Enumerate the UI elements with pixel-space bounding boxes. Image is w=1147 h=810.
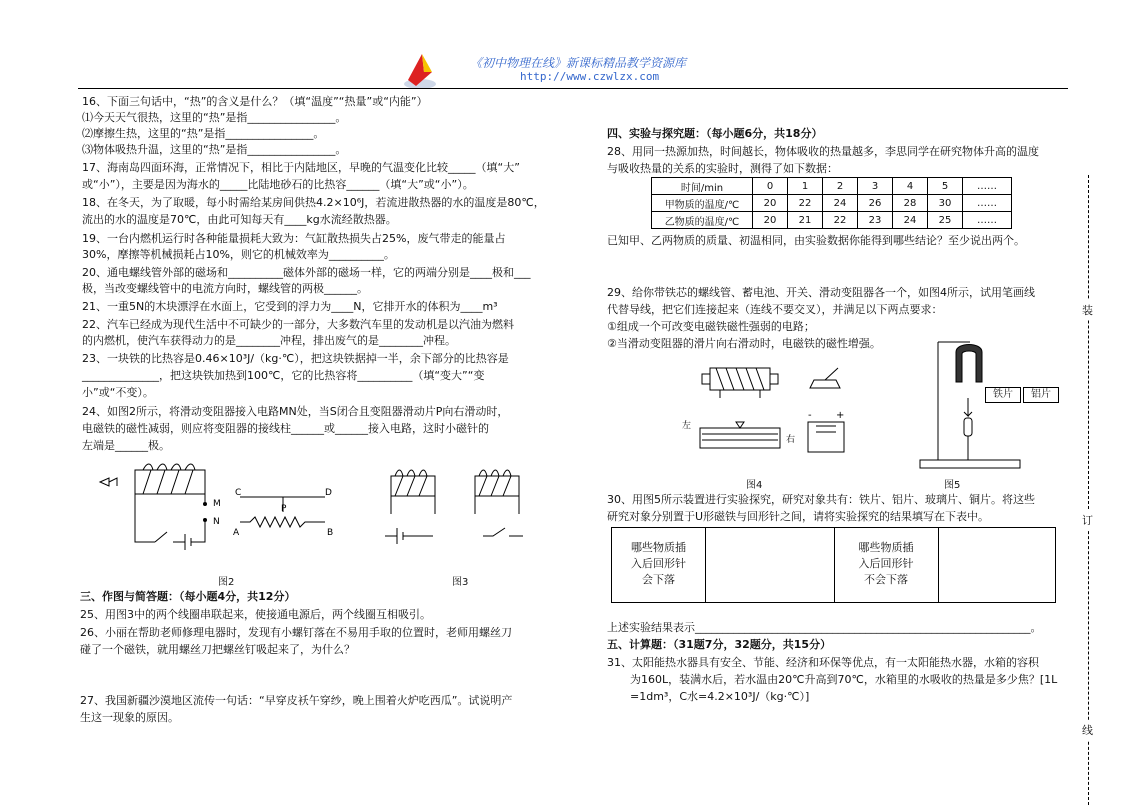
q18: 18、在冬天，为了取暖，每小时需给某房间供热4.2×10⁶J，若流进散热器的水的温度是80℃， bbox=[82, 196, 545, 209]
q24: 24、如图2所示，将滑动变阻器接入电路MN处，当S闭合且变阻器滑动片P向右滑动时， bbox=[82, 405, 509, 418]
q27: 27、我国新疆沙漠地区流传一句话：“早穿皮袄午穿纱，晚上围着火炉吃西瓜”。试说明产 bbox=[80, 694, 513, 707]
table-cell: 0 bbox=[753, 178, 788, 195]
header-rule bbox=[78, 88, 1068, 89]
table-cell: 5 bbox=[928, 178, 963, 195]
q28-b: 与吸收热量的关系的实验时，测得了如下数据： bbox=[607, 162, 838, 175]
table30-cell-not-falls: 哪些物质插 入后回形针 不会下落 bbox=[858, 541, 914, 586]
q26-b: 碰了一个磁铁，就用螺丝刀把螺丝钉吸起来了，为什么？ bbox=[80, 643, 355, 656]
q20-b: 极，当改变螺线管中的电流方向时，螺线管的两极______。 bbox=[82, 282, 368, 295]
logo-icon bbox=[402, 50, 438, 90]
table-cell: 25 bbox=[928, 212, 963, 229]
header-url: http://www.czwlzx.com bbox=[520, 70, 660, 83]
table-cell: 时间/min bbox=[652, 178, 753, 195]
figure-5 bbox=[910, 338, 1070, 481]
table-cell: 26 bbox=[858, 195, 893, 212]
fig5-caption: 图5 bbox=[944, 480, 961, 491]
q23-b: ______________，把这块铁加热到100℃，它的比热容将__________（填“变大”“变 bbox=[82, 369, 485, 382]
q17-b: 或“小”），主要是因为海水的_____比陆地砂石的比热容______（填“大”或“小”）。 bbox=[82, 178, 474, 191]
q17: 17、海南岛四面环海，正常情况下，相比于内陆地区，早晚的气温变化比较_____（填“大” bbox=[82, 161, 520, 174]
svg-text:D: D bbox=[325, 488, 332, 498]
header-logo bbox=[402, 50, 438, 90]
circuit-figure-3 bbox=[383, 466, 563, 556]
table-cell: 21 bbox=[788, 212, 823, 229]
fig4-caption: 图4 bbox=[746, 480, 763, 491]
q16-2: ⑵摩擦生热，这里的“热”是指________________。 bbox=[82, 127, 325, 140]
svg-text:P: P bbox=[281, 504, 287, 514]
q18-b: 流出的水的温度是70℃，由此可知每天有____kg水流经散热器。 bbox=[82, 213, 397, 226]
fig3-caption: 图3 bbox=[452, 577, 469, 588]
apparatus-figure-5 bbox=[910, 338, 1070, 478]
table-cell: 3 bbox=[858, 178, 893, 195]
q29-c: ①组成一个可改变电磁铁磁性强弱的电路； bbox=[607, 320, 815, 333]
q29: 29、给你带铁芯的螺线管、蓄电池、开关、滑动变阻器各一个，如图4所示，试用笔画线 bbox=[607, 286, 1035, 299]
q24-c: 左端是______极。 bbox=[82, 439, 170, 452]
fig5-label-aluminum: 铝片 bbox=[1023, 387, 1059, 403]
figure-3 bbox=[383, 466, 563, 559]
circuit-figure-2 bbox=[95, 462, 355, 562]
table-cell: …… bbox=[963, 212, 1012, 229]
q24-b: 电磁铁的磁性减弱，则应将变阻器的接线柱______或______接入电路，这时小磁针的 bbox=[82, 422, 489, 435]
apparatus-figure-4 bbox=[680, 360, 860, 470]
q20: 20、通电螺线管外部的磁场和__________磁体外部的磁场一样，它的两端分别是____极和___ bbox=[82, 266, 531, 279]
q22: 22、汽车已经成为现代生活中不可缺少的一部分，大多数汽车里的发动机是以汽油为燃料 bbox=[82, 318, 514, 331]
svg-text:C: C bbox=[235, 488, 242, 498]
q27-b: 生这一现象的原因。 bbox=[80, 711, 179, 724]
figure-4 bbox=[680, 360, 860, 473]
svg-text:M: M bbox=[213, 499, 221, 509]
fig2-caption: 图2 bbox=[218, 577, 235, 588]
q19: 19、一台内燃机运行时各种能量损耗大致为：气缸散热损失占25%，废气带走的能量占 bbox=[82, 232, 506, 245]
table-cell: 20 bbox=[753, 195, 788, 212]
table-cell: 24 bbox=[893, 212, 928, 229]
binding-line bbox=[1088, 175, 1089, 805]
q25: 25、用图3中的两个线圈串联起来，使接通电源后，两个线圈互相吸引。 bbox=[80, 608, 431, 621]
section-5-title: 五、计算题：（31题7分，32题分，共15分） bbox=[607, 638, 832, 651]
table-cell: 24 bbox=[823, 195, 858, 212]
table-cell: 4 bbox=[893, 178, 928, 195]
header-title: 《初中物理在线》新课标精品教学资源库 bbox=[470, 56, 687, 70]
table-row bbox=[652, 178, 1012, 195]
table-cell: …… bbox=[963, 195, 1012, 212]
svg-text:A: A bbox=[233, 528, 240, 538]
binding-char-3: 线 bbox=[1082, 720, 1093, 740]
table-row bbox=[652, 212, 1012, 229]
binding-char-1: 装 bbox=[1082, 300, 1093, 320]
section-4-title: 四、实验与探究题：（每小题6分，共18分） bbox=[607, 127, 823, 140]
q29-b: 代替导线，把它们连接起来（连线不要交叉），并满足以下两点要求： bbox=[607, 303, 943, 316]
table-cell: 22 bbox=[788, 195, 823, 212]
binding-char-2: 订 bbox=[1082, 510, 1093, 530]
table-cell: …… bbox=[963, 178, 1012, 195]
table-28 bbox=[651, 177, 1012, 229]
q29-d: ②当滑动变阻器的滑片向右滑动时，电磁铁的磁性增强。 bbox=[607, 337, 881, 350]
q22-b: 的内燃机，使汽车获得动力的是________冲程，排出废气的是________冲程。 bbox=[82, 334, 456, 347]
table-cell: 20 bbox=[753, 212, 788, 229]
q30-b: 研究对象分别置于U形磁铁与回形针之间，请将实验探究的结果填写在下表中。 bbox=[607, 510, 990, 523]
svg-text:B: B bbox=[327, 528, 334, 538]
table-cell: 1 bbox=[788, 178, 823, 195]
q23: 23、一块铁的比热容是0.46×10³J/（kg·℃），把这块铁据掉一半，余下部分的比热容是 bbox=[82, 352, 509, 365]
q30: 30、用图5所示装置进行实验探究，研究对象共有：铁片、铝片、玻璃片、铜片。将这些 bbox=[607, 493, 1035, 506]
table30-cell-falls: 哪些物质插 入后回形针 会下落 bbox=[631, 541, 686, 586]
svg-text:N: N bbox=[213, 517, 220, 527]
fig4-left-label: 左 bbox=[682, 421, 692, 431]
table-cell: 甲物质的温度/℃ bbox=[652, 195, 753, 212]
q31-b: 为160L，装满水后，若水温由20℃升高到70℃，水箱里的水吸收的热量是多少焦？[1L bbox=[630, 673, 1058, 686]
svg-text:-: - bbox=[808, 410, 812, 421]
q31: 31、太阳能热水器具有安全、节能、经济和环保等优点，有一太阳能热水器，水箱的容积 bbox=[607, 656, 1039, 669]
q30-c: 上述实验结果表示_____________________________________________________________。 bbox=[607, 621, 1042, 634]
section-3-title: 三、作图与简答题：（每小题4分，共12分） bbox=[80, 590, 296, 603]
table-cell: 乙物质的温度/℃ bbox=[652, 212, 753, 229]
q16-3: ⑶物体吸热升温，这里的“热”是指________________。 bbox=[82, 143, 347, 156]
q21: 21、一重5N的木块漂浮在水面上，它受到的浮力为____N，它排开水的体积为____m³ bbox=[82, 300, 498, 313]
q31-c: =1dm³，C水=4.2×10³J/（kg·℃）] bbox=[630, 690, 810, 703]
table-cell: 23 bbox=[858, 212, 893, 229]
table-cell: 22 bbox=[823, 212, 858, 229]
q28-c: 已知甲、乙两物质的质量、初温相同，由实验数据你能得到哪些结论？至少说出两个。 bbox=[607, 234, 1025, 247]
q26: 26、小丽在帮助老师修理电器时，发现有小螺钉落在不易用手取的位置时，老师用螺丝刀 bbox=[80, 626, 512, 639]
q16: 16、下面三句话中，“热”的含义是什么？（填“温度”“热量”或“内能”） bbox=[82, 95, 428, 108]
table-row bbox=[652, 195, 1012, 212]
q23-c: 小”或“不变）。 bbox=[82, 386, 154, 399]
table-cell: 28 bbox=[893, 195, 928, 212]
q28: 28、用同一热源加热，时间越长，物体吸收的热量越多，李思同学在研究物体升高的温度 bbox=[607, 145, 1039, 158]
svg-text:+: + bbox=[836, 410, 845, 421]
table-cell: 2 bbox=[823, 178, 858, 195]
figure-2 bbox=[95, 462, 355, 565]
q19-b: 30%，摩擦等机械损耗占10%，则它的机械效率为__________。 bbox=[82, 248, 395, 261]
fig5-label-iron: 铁片 bbox=[985, 387, 1021, 403]
q16-1: ⑴今天天气很热，这里的“热”是指________________。 bbox=[82, 111, 347, 124]
table-30 bbox=[611, 527, 1056, 603]
fig4-right-label: 右 bbox=[786, 435, 796, 445]
table-cell: 30 bbox=[928, 195, 963, 212]
